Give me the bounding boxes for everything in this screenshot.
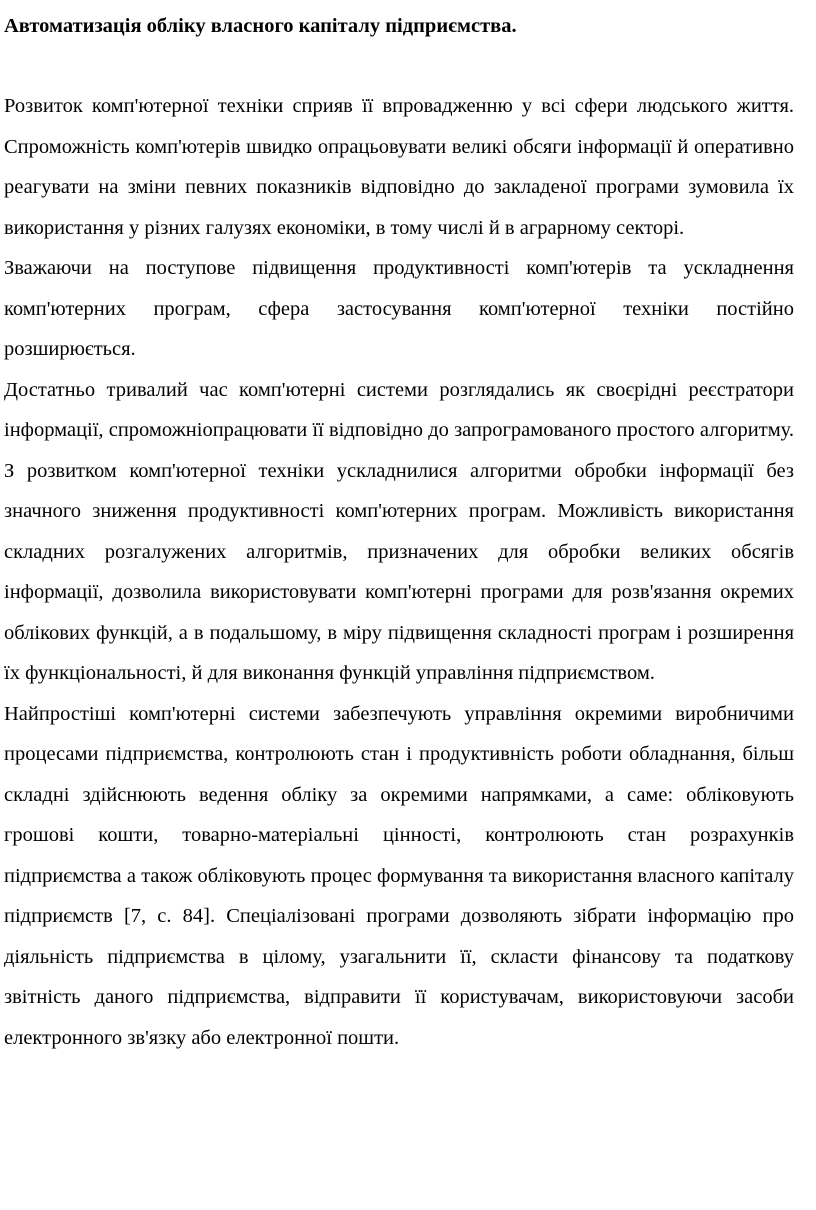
document-page bbox=[4, 0, 794, 1058]
blank-line bbox=[4, 46, 794, 86]
document-title: Автоматизація обліку власного капіталу підприємства. bbox=[4, 15, 517, 37]
paragraph-4: Найпростіші комп'ютерні системи забезпечують управління окремими виробничими процесами підприємства, контролюють стан і продуктивність роботи обладнання, більш складні здійснюють ведення обліку за окремими напрямками, а саме: обліковують грошові кошти, товарно-матеріальні цінності, контролюють стан розрахунків підприємства а також обліковують процес формування та використання власного капіталу підприємств [7, с. 84]. Спеціалізовані програми дозволяють зібрати інформацію про діяльність підприємства в цілому, узагальнити її, скласти фінансову та податкову звітність даного підприємства, відправити її користувачам, використовуючи засоби електронного зв'язку або електронної пошти. bbox=[4, 702, 794, 1049]
paragraph-3: Достатньо тривалий час комп'ютерні системи розглядались як своєрідні реєстратори інформації, спроможніопрацювати її відповідно до запрограмованого простого алгоритму. З розвитком комп'ютерної техніки ускладнилися алгоритми обробки інформації без значного зниження продуктивності комп'ютерних програм. Можливість використання складних розгалужених алгоритмів, призначених для обробки великих обсягів інформації, дозволила використовувати комп'ютерні програми для розв'язання окремих облікових функцій, а в подальшому, в міру підвищення складності програм і розширення їх функціональності, й для виконання функцій управління підприємством. bbox=[4, 378, 794, 684]
paragraph-1: Розвиток комп'ютерної техніки сприяв її впровадженню у всі сфери людського життя. Спроможність комп'ютерів швидко опрацьовувати великі обсяги інформації й оперативно реагувати на зміни певних показників відповідно до закладеної програми зумовила їх використання у різних галузях економіки, в тому числі й в аграрному секторі. bbox=[4, 95, 794, 239]
paragraph-2: Зважаючи на поступове підвищення продуктивності комп'ютерів та ускладнення комп'ютерних програм, сфера застосування комп'ютерної техніки постійно розширюється. bbox=[4, 257, 794, 360]
